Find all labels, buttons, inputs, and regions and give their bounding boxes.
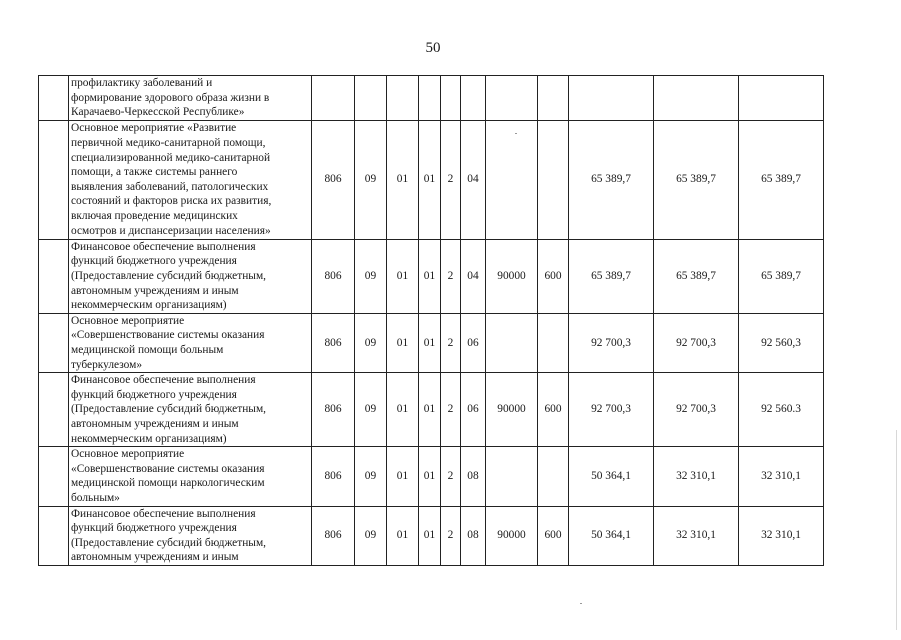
description-line: помощи, а также системы раннего xyxy=(71,166,238,179)
description-line: «Совершенствование системы оказания xyxy=(71,462,265,475)
section-code: 09 xyxy=(355,373,387,447)
budget-table xyxy=(38,75,824,566)
subprogram-code: 2 xyxy=(441,239,461,313)
amount-year-1 xyxy=(569,76,654,121)
row-description xyxy=(69,120,312,239)
amount-year-1: 65 389,7 xyxy=(569,239,654,313)
section-code: 09 xyxy=(355,239,387,313)
section-code xyxy=(355,76,387,121)
amount-year-2: 92 700,3 xyxy=(654,313,739,372)
expense-direction-code xyxy=(486,76,538,121)
row-description xyxy=(69,447,312,506)
gl-admin-code: 806 xyxy=(312,120,355,239)
description-line: больным» xyxy=(71,491,120,504)
program-code: 01 xyxy=(419,447,441,506)
event-code: 06 xyxy=(461,373,486,447)
amount-year-3: 65 389,7 xyxy=(739,239,824,313)
subsection-code: 01 xyxy=(387,447,419,506)
amount-year-2 xyxy=(654,76,739,121)
subsection-code: 01 xyxy=(387,506,419,565)
gl-admin-code: 806 xyxy=(312,239,355,313)
row-number-cell xyxy=(39,120,69,239)
row-number-cell xyxy=(39,447,69,506)
table-row xyxy=(39,506,824,565)
description-line: некоммерческим организациям) xyxy=(71,432,227,445)
amount-year-1: 92 700,3 xyxy=(569,313,654,372)
description-line: Основное мероприятие xyxy=(71,448,185,461)
expense-type-code: 600 xyxy=(538,506,569,565)
subprogram-code: 2 xyxy=(441,120,461,239)
expense-direction-code xyxy=(486,120,538,239)
expense-type-code xyxy=(538,120,569,239)
table-row xyxy=(39,76,824,121)
expense-direction-code xyxy=(486,313,538,372)
expense-type-code xyxy=(538,447,569,506)
event-code: 04 xyxy=(461,239,486,313)
table-row xyxy=(39,120,824,239)
program-code: 01 xyxy=(419,239,441,313)
expense-direction-code: 90000 xyxy=(486,239,538,313)
amount-year-2: 92 700,3 xyxy=(654,373,739,447)
section-code: 09 xyxy=(355,313,387,372)
amount-year-2: 32 310,1 xyxy=(654,447,739,506)
table-row xyxy=(39,447,824,506)
amount-year-2: 32 310,1 xyxy=(654,506,739,565)
program-code: 01 xyxy=(419,506,441,565)
expense-type-code xyxy=(538,313,569,372)
description-line: медицинской помощи наркологическим xyxy=(71,477,265,490)
amount-year-2: 65 389,7 xyxy=(654,120,739,239)
description-line: профилактику заболеваний и xyxy=(71,77,213,89)
row-description xyxy=(69,239,312,313)
description-line: (Предоставление субсидий бюджетным, xyxy=(71,536,266,549)
description-line: автономным учреждениям и иным xyxy=(71,284,239,297)
amount-year-3: 32 310,1 xyxy=(739,506,824,565)
gl-admin-code: 806 xyxy=(312,506,355,565)
table-row xyxy=(39,313,824,372)
row-number-cell xyxy=(39,239,69,313)
program-code: 01 xyxy=(419,373,441,447)
description-line: автономным учреждениям и иным xyxy=(71,551,239,564)
subsection-code: 01 xyxy=(387,313,419,372)
subprogram-code: 2 xyxy=(441,506,461,565)
description-line: выявления заболеваний, патологических xyxy=(71,180,269,193)
row-description xyxy=(69,373,312,447)
event-code: 04 xyxy=(461,120,486,239)
amount-year-1: 65 389,7 xyxy=(569,120,654,239)
description-line: функций бюджетного учреждения xyxy=(71,388,237,401)
expense-direction-code xyxy=(486,447,538,506)
description-line: туберкулезом» xyxy=(71,358,143,371)
scan-speck xyxy=(580,603,582,604)
subprogram-code: 2 xyxy=(441,313,461,372)
event-code: 08 xyxy=(461,506,486,565)
subprogram-code: 2 xyxy=(441,373,461,447)
gl-admin-code: 806 xyxy=(312,373,355,447)
description-line: Основное мероприятие xyxy=(71,314,185,327)
description-line: функций бюджетного учреждения xyxy=(71,255,237,268)
table-row xyxy=(39,239,824,313)
section-code: 09 xyxy=(355,120,387,239)
subsection-code xyxy=(387,76,419,121)
scan-edge-line xyxy=(896,430,897,630)
description-line: функций бюджетного учреждения xyxy=(71,522,237,535)
row-number-cell xyxy=(39,506,69,565)
description-line: (Предоставление субсидий бюджетным, xyxy=(71,403,266,416)
scan-speck xyxy=(515,133,517,134)
amount-year-3 xyxy=(739,76,824,121)
description-line: включая проведение медицинских xyxy=(71,209,238,222)
description-line: Основное мероприятие «Развитие xyxy=(71,122,237,135)
description-line: некоммерческим организациям) xyxy=(71,299,227,312)
amount-year-2: 65 389,7 xyxy=(654,239,739,313)
subsection-code: 01 xyxy=(387,239,419,313)
subsection-code: 01 xyxy=(387,120,419,239)
program-code: 01 xyxy=(419,120,441,239)
gl-admin-code xyxy=(312,76,355,121)
subprogram-code: 2 xyxy=(441,447,461,506)
section-code: 09 xyxy=(355,447,387,506)
gl-admin-code: 806 xyxy=(312,313,355,372)
description-line: автономным учреждениям и иным xyxy=(71,417,239,430)
description-line: Финансовое обеспечение выполнения xyxy=(71,374,256,387)
program-code xyxy=(419,76,441,121)
expense-direction-code: 90000 xyxy=(486,373,538,447)
subprogram-code xyxy=(441,76,461,121)
section-code: 09 xyxy=(355,506,387,565)
amount-year-3: 92 560,3 xyxy=(739,313,824,372)
amount-year-3: 32 310,1 xyxy=(739,447,824,506)
subsection-code: 01 xyxy=(387,373,419,447)
expense-type-code: 600 xyxy=(538,239,569,313)
expense-type-code xyxy=(538,76,569,121)
description-line: Финансовое обеспечение выполнения xyxy=(71,507,256,520)
description-line: осмотров и диспансеризации населения» xyxy=(71,224,271,237)
description-line: «Совершенствование системы оказания xyxy=(71,329,265,342)
program-code: 01 xyxy=(419,313,441,372)
expense-type-code: 600 xyxy=(538,373,569,447)
gl-admin-code: 806 xyxy=(312,447,355,506)
description-line: (Предоставление субсидий бюджетным, xyxy=(71,269,266,282)
row-number-cell xyxy=(39,76,69,121)
amount-year-3: 65 389,7 xyxy=(739,120,824,239)
row-number-cell xyxy=(39,313,69,372)
page-number: 50 xyxy=(425,40,441,56)
amount-year-3: 92 560.3 xyxy=(739,373,824,447)
description-line: медицинской помощи больным xyxy=(71,343,224,356)
description-line: Карачаево-Черкесской Республике» xyxy=(71,106,245,119)
event-code: 08 xyxy=(461,447,486,506)
amount-year-1: 50 364,1 xyxy=(569,447,654,506)
row-description xyxy=(69,313,312,372)
table-row xyxy=(39,373,824,447)
row-description xyxy=(69,506,312,565)
description-line: первичной медико-санитарной помощи, xyxy=(71,137,266,149)
event-code xyxy=(461,76,486,121)
expense-direction-code: 90000 xyxy=(486,506,538,565)
description-line: специализированной медико-санитарной xyxy=(71,151,271,164)
event-code: 06 xyxy=(461,313,486,372)
row-number-cell xyxy=(39,373,69,447)
amount-year-1: 92 700,3 xyxy=(569,373,654,447)
description-line: Финансовое обеспечение выполнения xyxy=(71,240,256,253)
row-description xyxy=(69,76,312,121)
amount-year-1: 50 364,1 xyxy=(569,506,654,565)
description-line: формирование здорового образа жизни в xyxy=(71,91,270,104)
description-line: состояний и факторов риска их развития, xyxy=(71,195,272,208)
